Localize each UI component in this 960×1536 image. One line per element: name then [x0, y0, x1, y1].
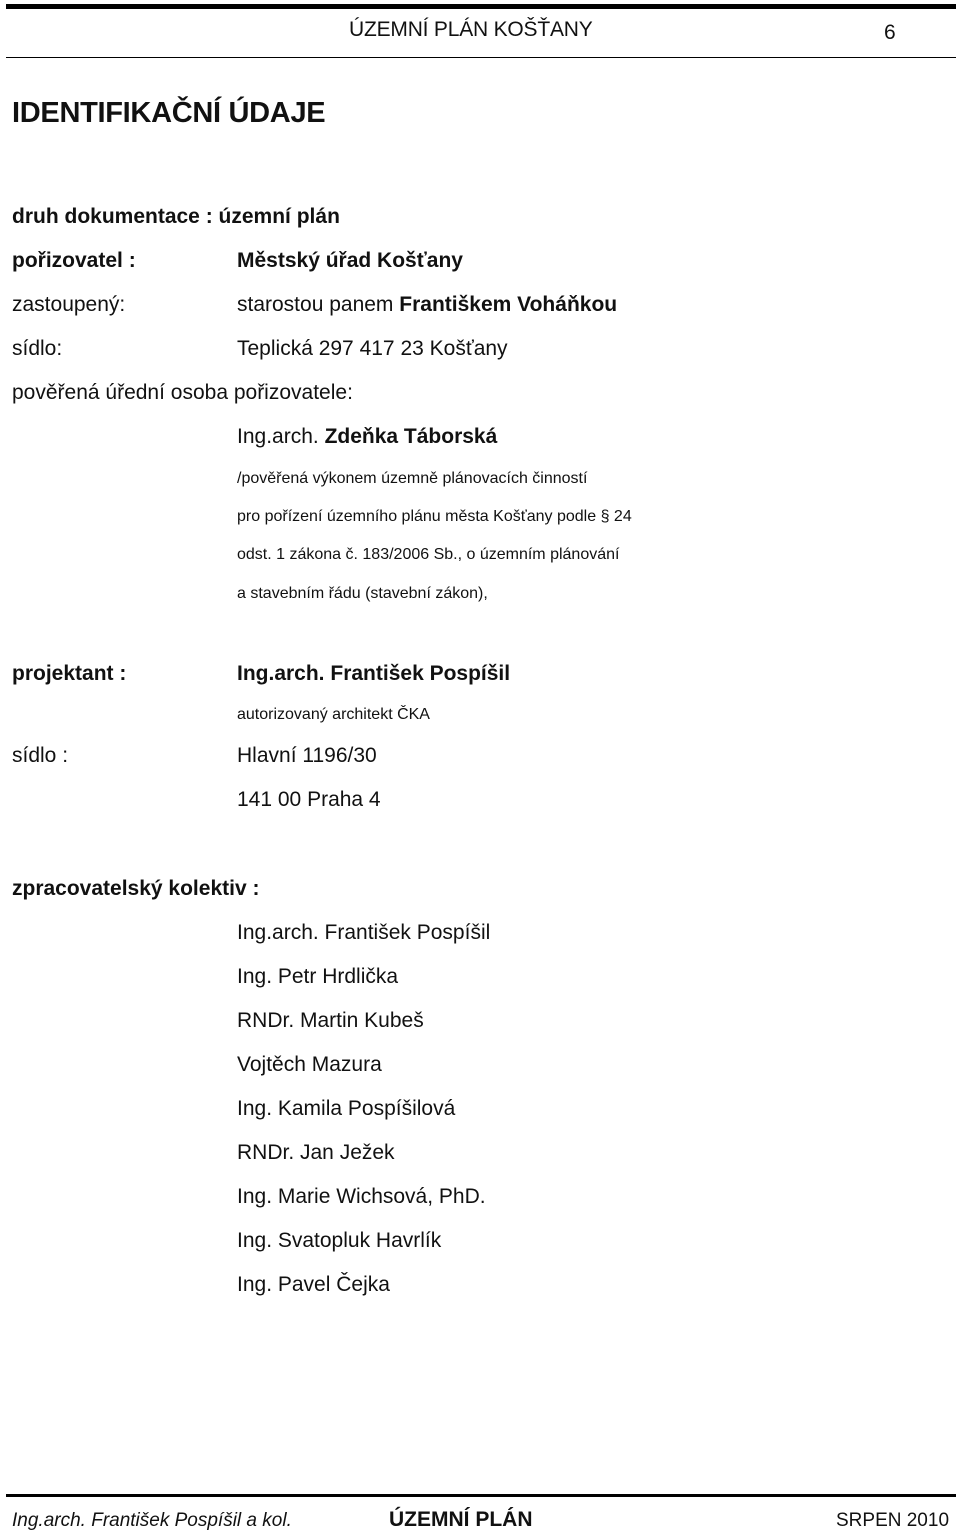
- footer-document: ÚZEMNÍ PLÁN: [389, 1508, 533, 1531]
- footer-date: SRPEN 2010: [836, 1510, 950, 1531]
- porizovatel-value: Městský úřad Košťany: [237, 249, 463, 272]
- sidlo-value: Teplická 297 417 23 Košťany: [237, 337, 508, 360]
- kolektiv-member: RNDr. Martin Kubeš: [237, 1009, 424, 1032]
- poverena-note-line-3: odst. 1 zákona č. 183/2006 Sb., o územním plánování: [237, 546, 620, 563]
- zastoupeny-name: Františkem Voháňkou: [399, 293, 618, 316]
- zastoupeny-prefix: starostou panem: [237, 293, 394, 316]
- poverena-note-line-4: a stavebním řádu (stavební zákon),: [237, 585, 488, 602]
- section-sign: §: [600, 508, 610, 525]
- projektant-name: František Pospíšil: [330, 662, 511, 685]
- kolektiv-member: Ing. Kamila Pospíšilová: [237, 1097, 456, 1120]
- kolektiv-member: Ing. Petr Hrdlička: [237, 965, 399, 988]
- header-title: ÚZEMNÍ PLÁN KOŠŤANY: [349, 18, 593, 41]
- poverena-name-line: [237, 425, 497, 449]
- sidlo-projektant-address-1: Hlavní 1196/30: [237, 744, 377, 767]
- footer-author: Ing.arch. František Pospíšil a kol.: [12, 1510, 292, 1531]
- kolektiv-member: RNDr. Jan Ježek: [237, 1141, 395, 1164]
- projektant-role: autorizovaný architekt ČKA: [237, 706, 430, 723]
- header-top-rule: [6, 4, 956, 9]
- druh-line: [12, 205, 340, 229]
- projektant-label: projektant :: [12, 662, 127, 685]
- zastoupeny-value: [237, 293, 617, 317]
- kolektiv-member: Ing. Pavel Čejka: [237, 1273, 390, 1296]
- projektant-name-line: [237, 662, 510, 686]
- poverena-title-prefix: Ing.arch.: [237, 425, 319, 448]
- druh-label: druh dokumentace :: [12, 205, 213, 228]
- poverena-note-line-1: /pověřená výkonem územně plánovacích činností: [237, 470, 588, 487]
- section-number: 24: [613, 508, 632, 525]
- poverena-note-line-2-text: pro pořízení územního plánu města Košťany podle: [237, 508, 597, 525]
- sidlo-projektant-label: sídlo :: [12, 744, 69, 767]
- poverena-name: Zdeňka Táborská: [324, 425, 498, 448]
- page-title: IDENTIFIKAČNÍ ÚDAJE: [12, 97, 326, 129]
- header-bottom-rule: [6, 57, 956, 58]
- sidlo-projektant-address-2: 141 00 Praha 4: [237, 788, 381, 811]
- projektant-title-prefix: Ing.arch.: [237, 662, 325, 685]
- poverena-note-line-2: [237, 508, 632, 526]
- page-number: 6: [884, 21, 896, 44]
- porizovatel-label: pořizovatel :: [12, 249, 136, 272]
- kolektiv-member: Ing. Marie Wichsová, PhD.: [237, 1185, 486, 1208]
- kolektiv-label: zpracovatelský kolektiv :: [12, 877, 260, 900]
- sidlo-label: sídlo:: [12, 337, 63, 360]
- kolektiv-member: Ing.arch. František Pospíšil: [237, 921, 491, 944]
- footer-top-rule: [6, 1494, 956, 1497]
- kolektiv-member: Ing. Svatopluk Havrlík: [237, 1229, 442, 1252]
- poverena-label: pověřená úřední osoba pořizovatele:: [12, 381, 353, 404]
- druh-value: územní plán: [218, 205, 340, 228]
- zastoupeny-label: zastoupený:: [12, 293, 126, 316]
- kolektiv-member: Vojtěch Mazura: [237, 1053, 382, 1076]
